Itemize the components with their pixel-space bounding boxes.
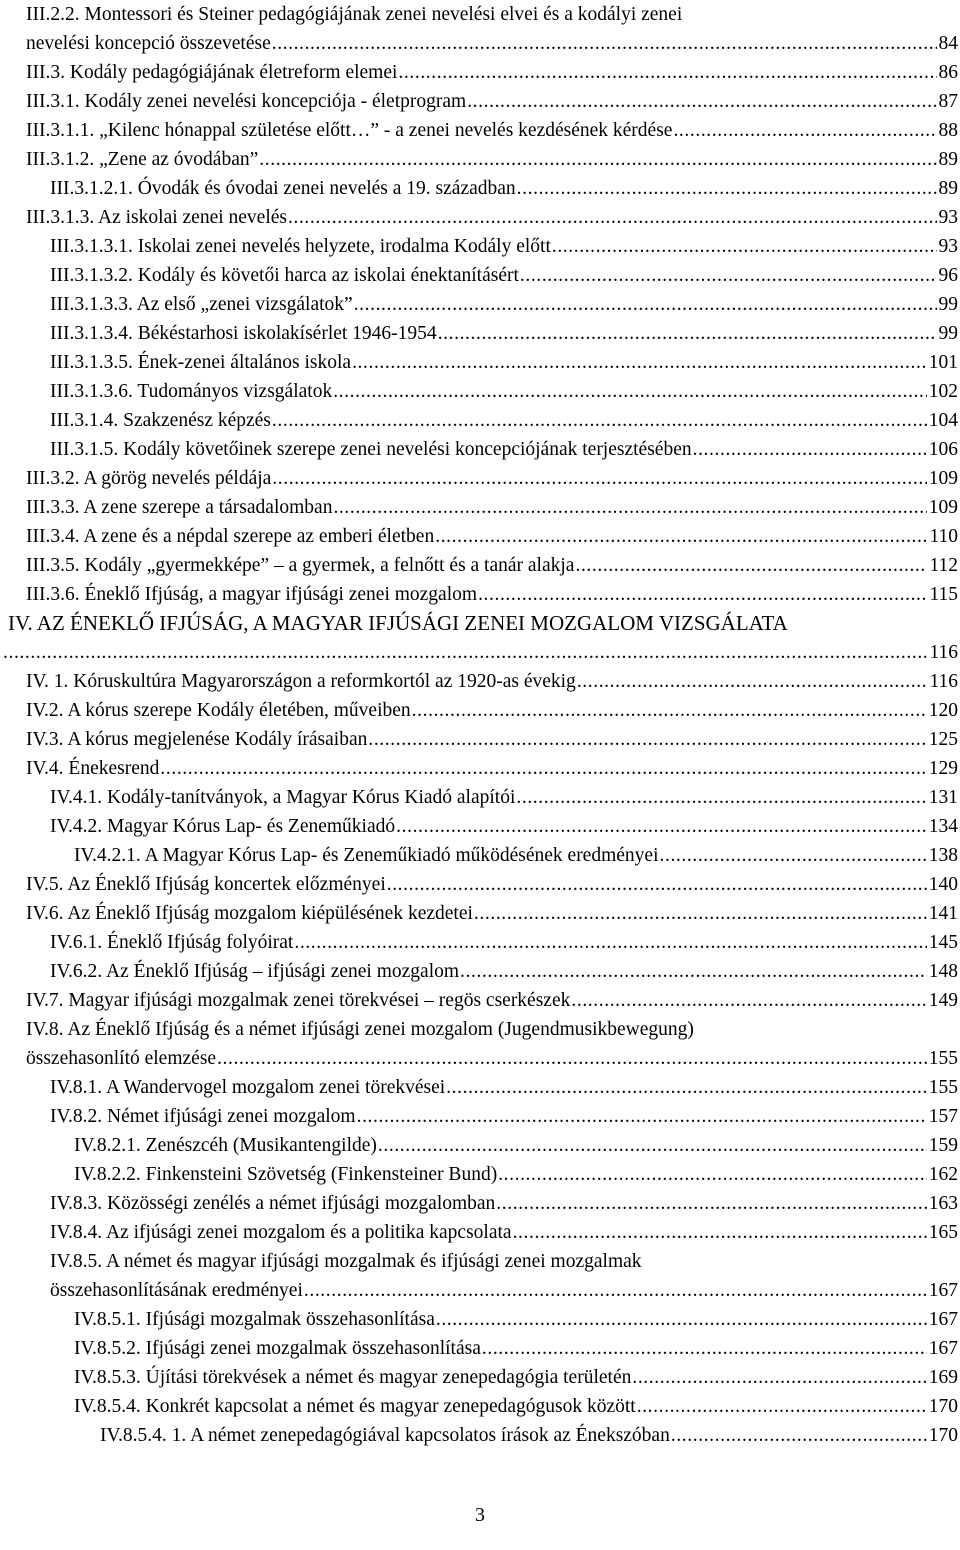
toc-entry-continuation — [0, 1044, 960, 1073]
toc-page-number: 109 — [928, 497, 958, 518]
toc-entry-title: IV.8.5.4. 1. A német zenepedagógiával kapcsolatos írások az Énekszóban — [100, 1421, 671, 1450]
toc-entry-title: III.3.1.5. Kodály követőinek szerepe zenei nevelési koncepciójának terjesztésében — [50, 435, 693, 464]
dot-leader — [354, 290, 937, 319]
dot-leader — [577, 667, 928, 696]
toc-entry — [0, 580, 960, 609]
toc-entry — [0, 203, 960, 232]
toc-page-number: 120 — [928, 700, 958, 721]
toc-page-number: 163 — [928, 1193, 958, 1214]
toc-page-number: 138 — [928, 845, 958, 866]
toc-page-number: 106 — [928, 439, 958, 460]
toc-entry-title: III.3.1.1. „Kilenc hónappal születése előtt…” - a zenei nevelés kezdésének kérdése — [26, 116, 673, 145]
toc-entry — [0, 493, 960, 522]
dot-leader — [217, 1044, 927, 1073]
toc-entry-title: III.3.1.2. „Zene az óvodában” — [26, 145, 259, 174]
toc-entry-title: IV.8.1. A Wandervogel mozgalom zenei törekvései — [50, 1073, 446, 1102]
toc-entry — [0, 841, 960, 870]
toc-page-number: 93 — [938, 207, 958, 228]
toc-entry — [0, 1305, 960, 1334]
toc-entry — [0, 986, 960, 1015]
toc-entry — [0, 754, 960, 783]
toc-entry-title: IV.8.3. Közösségi zenélés a német ifjúsági mozgalomban — [50, 1189, 496, 1218]
toc-entry-title-continued: összehasonlító elemzése — [26, 1044, 217, 1073]
dot-leader — [513, 1218, 927, 1247]
toc-entry — [0, 783, 960, 812]
toc-entry — [0, 319, 960, 348]
toc-entry-title: III.3.1. Kodály zenei nevelési koncepciója - életprogram — [26, 87, 467, 116]
toc-entry-title: IV.5. Az Éneklő Ifjúság koncertek előzményei — [26, 870, 387, 899]
dot-leader — [552, 232, 937, 261]
toc-entry — [0, 957, 960, 986]
toc-page-number: 104 — [928, 410, 958, 431]
toc-entry-title: IV.8.2.1. Zenészcéh (Musikantengilde) — [74, 1131, 378, 1160]
toc-entry-title: III.3.3. A zene szerepe a társadalomban — [26, 493, 333, 522]
toc-entry — [0, 725, 960, 754]
toc-entry-title: IV.8.2.2. Finkensteini Szövetség (Finkensteiner Bund) — [74, 1160, 498, 1189]
toc-page-number: 125 — [928, 729, 958, 750]
toc-entry — [0, 290, 960, 319]
toc-entry-title: IV.6.2. Az Éneklő Ifjúság – ifjúsági zenei mozgalom — [50, 957, 460, 986]
toc-entry — [0, 406, 960, 435]
dot-leader — [378, 1131, 927, 1160]
dot-leader — [467, 87, 936, 116]
toc-entry-title: III.3. Kodály pedagógiájának életreform elemei — [26, 58, 398, 87]
toc-entry-title: IV. AZ ÉNEKLŐ IFJÚSÁG, A MAGYAR IFJÚSÁGI ZENEI MOZGALOM VIZSGÁLATA — [8, 611, 788, 635]
toc-entry — [0, 1131, 960, 1160]
toc-entry-title: IV.4.2. Magyar Kórus Lap- és Zeneműkiadó — [50, 812, 396, 841]
toc-entry-title: III.3.1.4. Szakzenész képzés — [50, 406, 272, 435]
toc-entry — [0, 116, 960, 145]
toc-entry — [0, 1102, 960, 1131]
toc-page-number: 93 — [938, 236, 958, 257]
toc-entry — [0, 1334, 960, 1363]
toc-entry — [0, 551, 960, 580]
dot-leader — [272, 29, 937, 58]
toc-entry-title: IV. 1. Kóruskultúra Magyarországon a reformkortól az 1920-as évekig — [26, 667, 577, 696]
toc-page-number: 115 — [929, 584, 958, 605]
toc-entry-title: IV.8.5.3. Újítási törekvések a német és magyar zenepedagógia területén — [74, 1363, 632, 1392]
dot-leader — [516, 783, 926, 812]
toc-entry-title: IV.6.1. Éneklő Ifjúság folyóirat — [50, 928, 294, 957]
toc-page-number: 88 — [938, 120, 958, 141]
toc-page-number: 87 — [938, 91, 958, 112]
toc-page-number: 157 — [928, 1106, 958, 1127]
dot-leader — [571, 986, 926, 1015]
toc-entry-continuation — [0, 638, 960, 667]
toc-entry-title: III.3.1.3.3. Az első „zenei vizsgálatok” — [50, 290, 354, 319]
dot-leader — [396, 812, 927, 841]
toc-entry — [0, 1160, 960, 1189]
toc-page-number: 167 — [928, 1338, 958, 1359]
dot-leader — [460, 957, 927, 986]
toc-page-number: 155 — [928, 1077, 958, 1098]
dot-leader — [398, 58, 936, 87]
toc-page-number: 112 — [929, 555, 958, 576]
toc-entry — [0, 522, 960, 551]
toc-entry — [0, 232, 960, 261]
toc-page-number: 99 — [938, 294, 958, 315]
dot-leader — [387, 870, 927, 899]
toc-entry-title-continued: nevelési koncepció összevetése — [26, 29, 272, 58]
dot-leader — [435, 522, 927, 551]
dot-leader — [482, 1334, 927, 1363]
dot-leader — [294, 928, 926, 957]
toc-page-number: 162 — [928, 1164, 958, 1185]
page-number: 3 — [475, 1504, 485, 1526]
dot-leader — [446, 1073, 927, 1102]
dot-leader — [632, 1363, 926, 1392]
toc-entry — [0, 667, 960, 696]
toc-entry-continuation — [0, 1276, 960, 1305]
toc-entry — [0, 1015, 960, 1044]
toc-entry-title: III.3.5. Kodály „gyermekképe” – a gyermek, a felnőtt és a tanár alakja — [26, 551, 575, 580]
toc-entry — [0, 609, 960, 638]
toc-entry-title: III.3.4. A zene és a népdal szerepe az emberi életben — [26, 522, 435, 551]
dot-leader — [352, 348, 927, 377]
toc-page-number: 89 — [938, 178, 958, 199]
toc-entry-title: III.3.1.3.6. Tudományos vizsgálatok — [50, 377, 333, 406]
toc-entry — [0, 261, 960, 290]
toc-entry — [0, 812, 960, 841]
toc-page-number: 134 — [928, 816, 958, 837]
toc-entry-title: IV.8. Az Éneklő Ifjúság és a német ifjúsági zenei mozgalom (Jugendmusikbewegung) — [26, 1019, 694, 1040]
toc-entry-title: IV.8.5.4. Konkrét kapcsolat a német és magyar zenepedagógusok között — [74, 1392, 637, 1421]
dot-leader — [3, 638, 927, 667]
toc-entry-title: III.3.1.3. Az iskolai zenei nevelés — [26, 203, 288, 232]
toc-page-number: 170 — [928, 1425, 958, 1446]
toc-page-number: 141 — [928, 903, 958, 924]
toc-page-number: 140 — [928, 874, 958, 895]
toc-page-number: 169 — [928, 1367, 958, 1388]
toc-entry — [0, 1421, 960, 1450]
dot-leader — [496, 1189, 926, 1218]
dot-leader — [357, 1102, 927, 1131]
toc-entry-title: IV.8.5. A német és magyar ifjúsági mozgalmak és ifjúsági zenei mozgalmak — [50, 1251, 642, 1272]
toc-entry — [0, 1218, 960, 1247]
toc-page-number: 89 — [938, 149, 958, 170]
dot-leader — [575, 551, 927, 580]
toc-entry — [0, 0, 960, 29]
toc-page-number: 131 — [928, 787, 958, 808]
toc-entry — [0, 435, 960, 464]
dot-leader — [368, 725, 926, 754]
dot-leader — [160, 754, 926, 783]
toc-entry — [0, 1073, 960, 1102]
dot-leader — [660, 841, 927, 870]
toc-entry — [0, 1247, 960, 1276]
toc-page-number: 129 — [928, 758, 958, 779]
toc-page-number: 170 — [928, 1396, 958, 1417]
toc-page-number: 110 — [929, 526, 958, 547]
dot-leader — [520, 261, 937, 290]
toc-page-number: 167 — [928, 1280, 958, 1301]
toc-page-number: 145 — [928, 932, 958, 953]
toc-entry — [0, 377, 960, 406]
toc-entry — [0, 870, 960, 899]
toc-page-number: 109 — [928, 468, 958, 489]
toc-entry-title: IV.8.4. Az ifjúsági zenei mozgalom és a politika kapcsolata — [50, 1218, 513, 1247]
toc-entry-title: III.3.1.3.4. Békéstarhosi iskolakísérlet 1946-1954 — [50, 319, 438, 348]
toc-entry — [0, 1392, 960, 1421]
dot-leader — [637, 1392, 927, 1421]
toc-page-number: 149 — [928, 990, 958, 1011]
toc-entry — [0, 696, 960, 725]
dot-leader — [693, 435, 927, 464]
toc-entry — [0, 87, 960, 116]
toc-entry — [0, 899, 960, 928]
dot-leader — [436, 1305, 927, 1334]
dot-leader — [412, 696, 927, 725]
toc-page-number: 99 — [938, 323, 958, 344]
toc-entry-title: IV.8.5.2. Ifjúsági zenei mozgalmak összehasonlítása — [74, 1334, 482, 1363]
toc-entry-title: IV.8.5.1. Ifjúsági mozgalmak összehasonlítása — [74, 1305, 436, 1334]
toc-page-number: 159 — [928, 1135, 958, 1156]
toc-page-number: 116 — [929, 642, 958, 663]
toc-entry-title: III.3.1.3.2. Kodály és követői harca az iskolai énektanításért — [50, 261, 520, 290]
toc-entry-title: III.3.1.3.1. Iskolai zenei nevelés helyzete, irodalma Kodály előtt — [50, 232, 552, 261]
dot-leader — [272, 464, 926, 493]
toc-entry — [0, 928, 960, 957]
toc-entry-title: IV.3. A kórus megjelenése Kodály írásaiban — [26, 725, 368, 754]
toc-entry — [0, 145, 960, 174]
dot-leader — [304, 1276, 927, 1305]
toc-page-number: 102 — [928, 381, 958, 402]
toc-entry-title: IV.4.2.1. A Magyar Kórus Lap- és Zeneműkiadó működésének eredményei — [74, 841, 660, 870]
dot-leader — [272, 406, 927, 435]
dot-leader — [474, 899, 927, 928]
toc-entry — [0, 174, 960, 203]
toc-entry-title: IV.4. Énekesrend — [26, 754, 160, 783]
toc-entry-title: IV.7. Magyar ifjúsági mozgalmak zenei törekvései – regös cserkészek — [26, 986, 571, 1015]
toc-entry-title-continued: összehasonlításának eredményei — [50, 1276, 304, 1305]
toc-entry — [0, 1189, 960, 1218]
toc-page-number: 165 — [928, 1222, 958, 1243]
toc-entry-title: III.3.6. Éneklő Ifjúság, a magyar ifjúsági zenei mozgalom — [26, 580, 478, 609]
toc-page-number: 101 — [928, 352, 958, 373]
dot-leader — [288, 203, 937, 232]
toc-page-number: 148 — [928, 961, 958, 982]
dot-leader — [438, 319, 937, 348]
toc-entry-title: III.3.2. A görög nevelés példája — [26, 464, 272, 493]
dot-leader — [333, 377, 927, 406]
toc-entry-title: III.2.2. Montessori és Steiner pedagógiájának zenei nevelési elvei és a kodályi zenei — [26, 4, 683, 25]
dot-leader — [671, 1421, 927, 1450]
toc-entry — [0, 348, 960, 377]
toc-page-number: 155 — [928, 1048, 958, 1069]
toc-page-number: 96 — [938, 265, 958, 286]
toc-page-number: 116 — [929, 671, 958, 692]
dot-leader — [259, 145, 936, 174]
toc-entry — [0, 58, 960, 87]
dot-leader — [517, 174, 937, 203]
toc-page-number: 167 — [928, 1309, 958, 1330]
toc-page-number: 84 — [938, 33, 958, 54]
dot-leader — [478, 580, 927, 609]
toc-page-number: 86 — [938, 62, 958, 83]
toc-entry-title: IV.4.1. Kodály-tanítványok, a Magyar Kórus Kiadó alapítói — [50, 783, 516, 812]
toc-entry-title: III.3.1.3.5. Ének-zenei általános iskola — [50, 348, 352, 377]
toc-entry-title: III.3.1.2.1. Óvodák és óvodai zenei nevelés a 19. században — [50, 174, 517, 203]
toc-entry — [0, 1363, 960, 1392]
dot-leader — [673, 116, 936, 145]
dot-leader — [333, 493, 926, 522]
toc-entry — [0, 464, 960, 493]
dot-leader — [498, 1160, 927, 1189]
toc-entry-continuation — [0, 29, 960, 58]
toc-entry-title: IV.8.2. Német ifjúsági zenei mozgalom — [50, 1102, 357, 1131]
toc-entry-title: IV.2. A kórus szerepe Kodály életében, műveiben — [26, 696, 412, 725]
toc-entry-title: IV.6. Az Éneklő Ifjúság mozgalom kiépülésének kezdetei — [26, 899, 474, 928]
